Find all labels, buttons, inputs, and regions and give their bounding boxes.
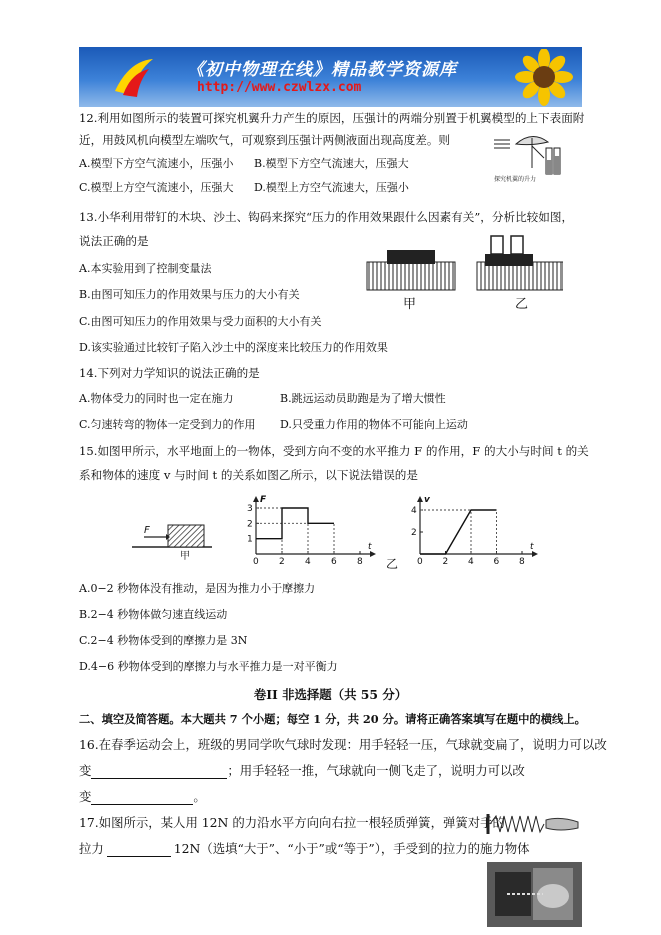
q16-line3 (79, 789, 206, 805)
q16-blank-1[interactable] (91, 766, 227, 779)
q14-line1: 14.下列对力学知识的说法正确的是 (79, 366, 260, 380)
q12-line1: 12.利用如图所示的装置可探究机翼升力产生的原因，压强计的两端分别置于机翼模型的上下表面附 (79, 111, 585, 125)
q16-line2-prefix: 变 (79, 763, 92, 778)
sunflower-icon (509, 49, 579, 107)
q15-line1: 15.如图甲所示，水平地面上的一物体，受到方向不变的水平推力 F 的作用，F 的大小与时间 t 的关 (79, 444, 589, 458)
x-tick-label: 8 (357, 557, 363, 567)
x-tick-label: 4 (468, 557, 474, 567)
q15-push-block-figure (132, 515, 214, 561)
y-tick-label: 2 (247, 519, 253, 530)
q15-option-a: A.0−2 秒物体没有推动，是因为推力小于摩擦力 (79, 582, 316, 595)
y-tick-label: 1 (247, 534, 253, 545)
spring-figure (484, 812, 582, 836)
q13-label-yi: 乙 (515, 297, 529, 312)
force-series-line (256, 508, 334, 539)
banner-title: 《初中物理在线》精品教学资源库 (187, 60, 457, 80)
banner-url: http://www.czwlzx.com (197, 80, 362, 95)
q12-figure-caption: 探究机翼的升力 (494, 176, 537, 183)
q13-option-c: C.由图可知压力的作用效果与受力面积的大小有关 (79, 315, 322, 328)
x-tick-label: 0 (253, 557, 259, 567)
q13-line2: 说法正确的是 (79, 234, 149, 248)
q16-line2-suffix: ；用手轻轻一推，气球就向一侧飞走了，说明力可以改 (227, 763, 525, 778)
header-banner (79, 47, 582, 107)
q15-option-b: B.2−4 秒物体做匀速直线运动 (79, 608, 228, 621)
q15-velocity-time-chart (400, 494, 540, 568)
x-tick-label: 4 (305, 557, 311, 567)
q16-blank-2[interactable] (91, 792, 193, 805)
q14-option-a: A.物体受力的同时也一定在施力 (79, 392, 234, 405)
q16-line1: 16.在春季运动会上，班级的男同学吹气球时发现：用手轻轻一压，气球就变扁了，说明力可以改 (79, 737, 607, 752)
q15-fig-yi: 乙 (386, 557, 399, 571)
q14-option-c: C.匀速转弯的物体一定受到力的作用 (79, 418, 256, 431)
y-tick-label: 2 (411, 528, 417, 538)
wing-lift-apparatus-figure (488, 128, 570, 184)
q17-blank-1[interactable] (107, 844, 171, 857)
x-tick-label: 6 (331, 557, 337, 567)
q12-option-c: C.模型上方空气流速小，压强大 (79, 181, 234, 194)
q16-line3-prefix: 变 (79, 789, 92, 804)
q17-line1: 17.如图所示，某人用 12N 的力沿水平方向向右拉一根轻质弹簧，弹簧对手的 (79, 815, 505, 830)
velocity-series-line (420, 510, 497, 554)
q15-line2: 系和物体的速度 v 与时间 t 的关系如图乙所示，以下说法错误的是 (79, 468, 418, 482)
section2-instruction: 二、填空及简答题。本大题共 7 个小题；每空 1 分，共 20 分。请将正确答案填写在题中的横线上。 (79, 712, 586, 726)
q13-option-d: D.该实验通过比较钉子陷入沙土中的深度来比较压力的作用效果 (79, 341, 388, 354)
x-tick-label: 6 (493, 557, 500, 567)
q15-axis-t-F: t (368, 542, 372, 552)
y-tick-label: 3 (247, 504, 253, 514)
q15-option-d: D.4−6 秒物体受到的摩擦力与水平推力是一对平衡力 (79, 660, 338, 673)
q15-force-label: F (144, 525, 150, 536)
q13-option-b: B.由图可知压力的作用效果与压力的大小有关 (79, 288, 300, 301)
q14-option-d: D.只受重力作用的物体不可能向上运动 (280, 418, 468, 431)
q13-line1: 13.小华利用带钉的木块、沙土、钩码来探究“压力的作用效果跟什么因素有关”，分析比较如图， (79, 210, 574, 224)
q13-label-jia: 甲 (403, 297, 417, 312)
q15-fig-jia: 甲 (180, 551, 190, 561)
q17-line2-suffix: 12N（选填“大于”、“小于”或“等于”），手受到的拉力的施力物体 (173, 841, 530, 856)
sand-nail-experiment-figure (363, 228, 563, 312)
section2-title: 卷II 非选择题（共 55 分） (253, 687, 408, 702)
q12-option-b: B.模型下方空气流速大，压强大 (254, 157, 409, 170)
q16-line2 (79, 763, 525, 779)
q14-option-b: B.跳远运动员助跑是为了增大惯性 (280, 392, 446, 405)
q13-option-a: A.本实验用到了控制变量法 (79, 262, 212, 275)
q15-force-time-chart (238, 494, 378, 568)
hand-spring-photo (487, 862, 582, 927)
q12-option-a: A.模型下方空气流速小，压强小 (79, 157, 234, 170)
y-tick-label: 4 (411, 506, 417, 516)
q15-axis-F: F (260, 495, 267, 505)
x-tick-label: 8 (519, 557, 525, 567)
q16-line3-suffix: 。 (193, 789, 206, 804)
q15-option-c: C.2−4 秒物体受到的摩擦力是 3N (79, 634, 248, 647)
q12-line2: 近，用鼓风机向模型左端吹气，可观察到压强计两侧液面出现高度差。则 (79, 133, 451, 147)
x-tick-label: 2 (279, 557, 285, 567)
logo-icon (109, 51, 161, 103)
q15-axis-v: v (424, 495, 430, 505)
q17-line2-prefix: 拉力 (79, 841, 104, 856)
x-tick-label: 2 (442, 557, 449, 567)
q15-axis-t-v: t (530, 542, 534, 552)
x-tick-label: 0 (417, 557, 423, 567)
q12-option-d: D.模型上方空气流速大，压强小 (254, 181, 409, 194)
q17-line2 (79, 841, 530, 857)
